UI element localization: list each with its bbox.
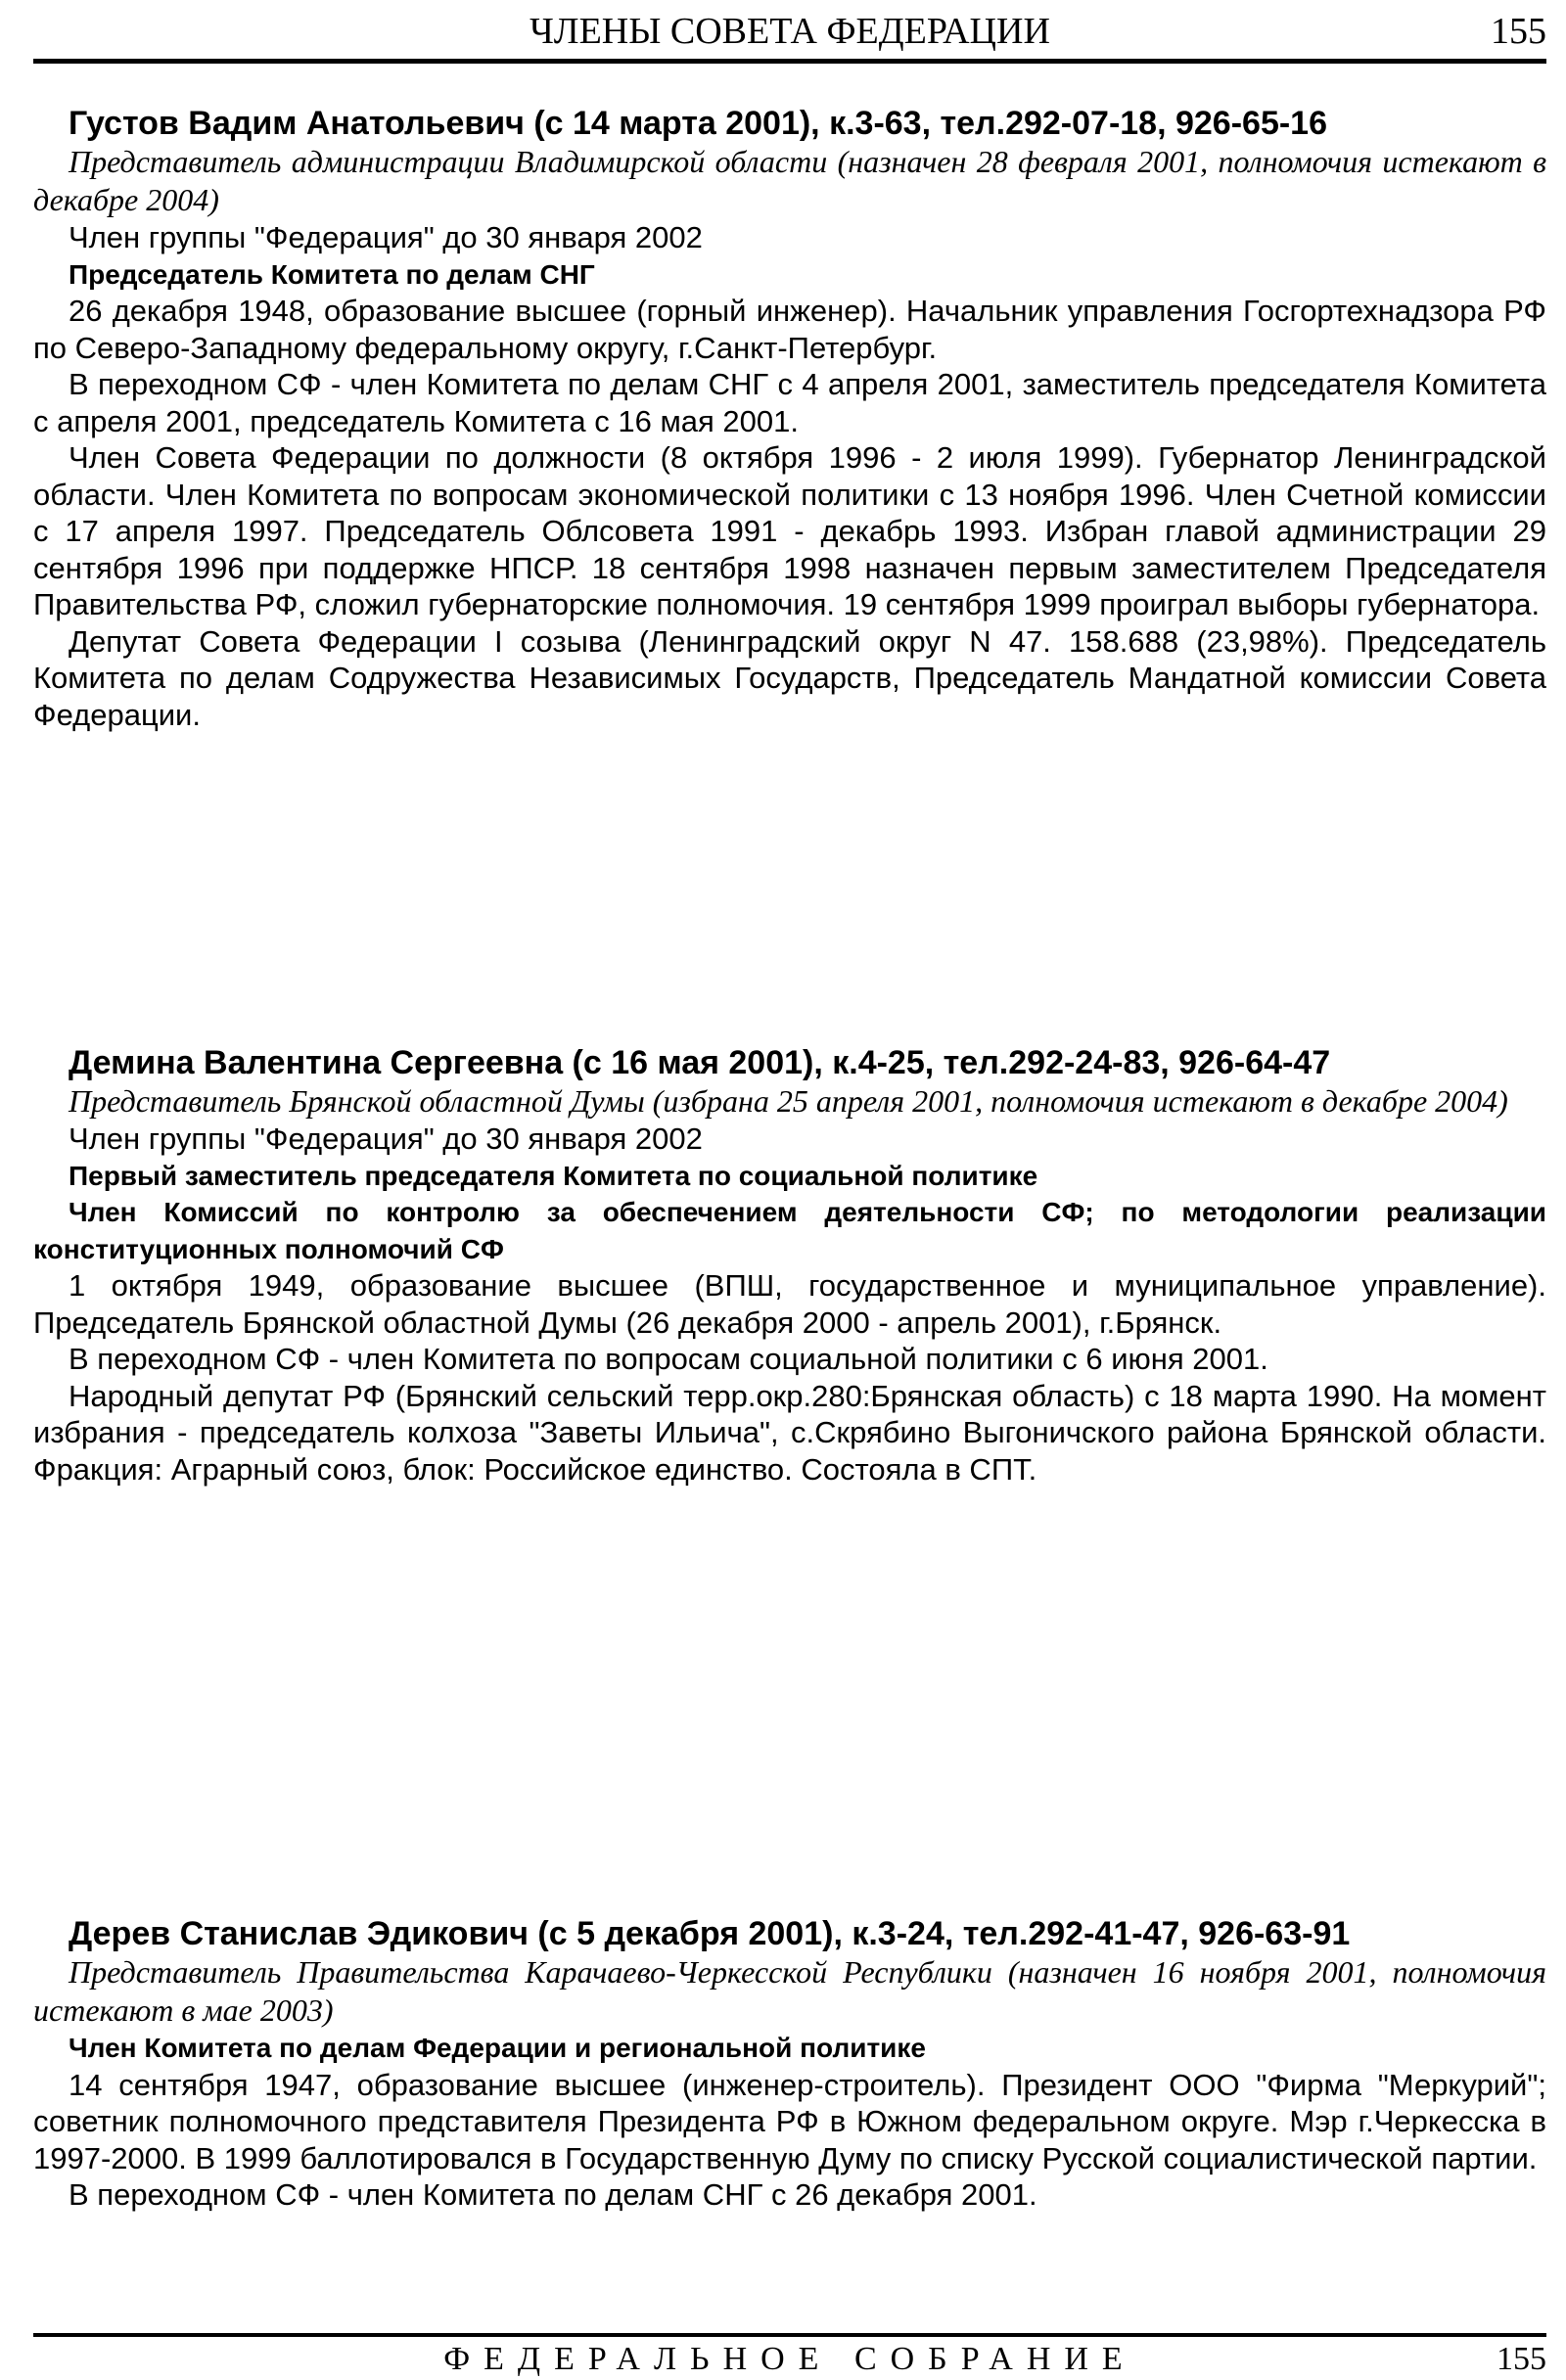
- member-position: Председатель Комитета по делам СНГ: [69, 258, 595, 290]
- member-bio: Депутат Совета Федерации I созыва (Ленинградский округ N 47. 158.688 (23,98%). Председатель Комитета по делам Содружества Независимых Государств, Председатель Мандатной комиссии Совета Федерации.: [33, 623, 1546, 732]
- running-header: [33, 6, 1546, 55]
- member-bio: Народный депутат РФ (Брянский сельский терр.окр.280:Брянская область) с 18 марта 1990. На момент избрания - председатель колхоза "Заветы Ильича", с.Скрябино Выгоничского района Брянской области. Фракция: Аграрный союз, блок: Российское единство. Состояла в СПТ.: [33, 1378, 1546, 1487]
- member-representation: Представитель Брянской областной Думы (избрана 25 апреля 2001, полномочия истекают в декабре 2004): [69, 1083, 1508, 1119]
- member-representation: Представитель Правительства Карачаево-Черкесской Республики (назначен 16 ноября 2001, полномочия истекают в мае 2003): [33, 1954, 1546, 2028]
- member-name: Густов Вадим Анатольевич (с 14 марта 2001), к.3-63, тел.292-07-18, 926-65-16: [69, 105, 1327, 142]
- footer-title: ФЕДЕРАЛЬНОЕ СОБРАНИЕ: [443, 2341, 1136, 2377]
- member-entry-derev: [33, 1916, 1546, 2214]
- header-title: ЧЛЕНЫ СОВЕТА ФЕДЕРАЦИИ: [530, 11, 1050, 52]
- member-name: Демина Валентина Сергеевна (с 16 мая 2001), к.4-25, тел.292-24-83, 926-64-47: [69, 1044, 1331, 1081]
- member-representation: Представитель администрации Владимирской области (назначен 28 февраля 2001, полномочия истекают в декабре 2004): [33, 144, 1546, 217]
- member-bio: 14 сентября 1947, образование высшее (инженер-строитель). Президент ООО "Фирма "Меркурий"; советник полномочного представителя Президента РФ в Южном федеральном округе. Мэр г.Черкесска в 1997-2000. В 1999 баллотировался в Государственную Думу по списку Русской социалистической партии.: [33, 2067, 1546, 2175]
- member-bio: 26 декабря 1948, образование высшее (горный инженер). Начальник управления Госгортехнадзора РФ по Северо-Западному федеральному округу, г.Санкт-Петербург.: [33, 294, 1546, 365]
- member-position: Член Комитета по делам Федерации и региональной политике: [69, 2033, 926, 2063]
- member-entry-demina: [33, 1045, 1546, 1488]
- member-bio: В переходном СФ - член Комитета по делам СНГ с 4 апреля 2001, заместитель председателя Комитета с апреля 2001, председатель Комитета с 16 мая 2001.: [33, 367, 1546, 438]
- footer-rule: [33, 2333, 1546, 2337]
- member-group: Член группы "Федерация" до 30 января 2002: [69, 220, 703, 254]
- member-bio: 1 октября 1949, образование высшее (ВПШ, государственное и муниципальное управление). Председатель Брянской областной Думы (26 декабря 2000 - апрель 2001), г.Брянск.: [33, 1268, 1546, 1340]
- footer-page-number: 155: [1497, 2341, 1546, 2377]
- member-name: Дерев Станислав Эдикович (с 5 декабря 2001), к.3-24, тел.292-41-47, 926-63-91: [69, 1915, 1351, 1952]
- running-footer: [33, 2341, 1546, 2380]
- member-bio: В переходном СФ - член Комитета по делам СНГ с 26 декабря 2001.: [69, 2177, 1037, 2212]
- member-bio: В переходном СФ - член Комитета по вопросам социальной политики с 6 июня 2001.: [69, 1342, 1268, 1376]
- member-position: Первый заместитель председателя Комитета по социальной политике: [69, 1160, 1038, 1191]
- member-position: Член Комиссий по контролю за обеспечением деятельности СФ; по методологии реализации конституционных полномочий СФ: [33, 1197, 1546, 1264]
- member-entry-gustov: [33, 106, 1546, 733]
- member-group: Член группы "Федерация" до 30 января 2002: [69, 1121, 703, 1156]
- member-bio: Член Совета Федерации по должности (8 октября 1996 - 2 июля 1999). Губернатор Ленинградской области. Член Комитета по вопросам экономической политики с 13 ноября 1996. Член Счетной комиссии с 17 апреля 1997. Председатель Облсовета 1991 - декабрь 1993. Избран главой администрации 29 сентября 1996 при поддержке НПСР. 18 сентября 1998 назначен первым заместителем Председателя Правительства РФ, сложил губернаторские полномочия. 19 сентября 1999 проиграл выборы губернатора.: [33, 440, 1546, 621]
- header-rule: [33, 59, 1546, 64]
- header-page-number: 155: [1491, 11, 1546, 52]
